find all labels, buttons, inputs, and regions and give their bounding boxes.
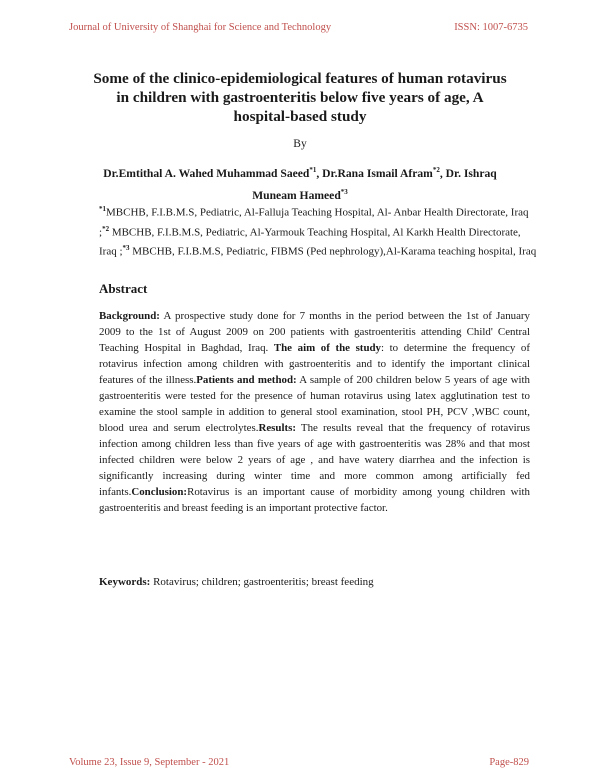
background-text: A prospective study done for 7 months in the period between the 1st of January 2009 to the 1st of August 2009 on 200 patients with gastroenteritis attending Child' Central Teaching Hospital in Baghdad, Iraq. [99, 310, 530, 354]
affiliation-3-marker: *3 [122, 244, 130, 253]
conclusion-text: Rotavirus is an important cause of morbidity among young children with gastroenteritis and breast feeding is an important protective factor. [99, 486, 530, 514]
affiliation-3: MBCHB, F.I.B.M.S, Pediatric, FIBMS (Ped nephrology),Al-Karama teaching hospital, Iraq [129, 245, 537, 258]
abstract-heading: Abstract [99, 281, 148, 296]
issn: ISSN: 1007-6735 [454, 22, 528, 33]
methods-label: Patients and method: [196, 374, 297, 386]
affiliation-1-marker: *1 [99, 205, 106, 213]
volume-info: Volume 23, Issue 9, September - 2021 [69, 757, 230, 768]
author-3-marker: *3 [340, 187, 348, 196]
affiliation-2: MBCHB, F.I.B.M.S, Pediatric, Al-Yarmouk Teaching Hospital, Al Karkh Health Directorate, Iraq ; [99, 226, 521, 258]
results-text: The results reveal that the frequency of rotavirus infection among children less than five years of age with gastroenteritis was 28% and that most infected children were below 2 years of age , and have watery diarrhea and the infection is significantly increasing during winter time and more common among artificially fed infants. [99, 422, 530, 498]
by-line: By [293, 138, 307, 150]
author-1: Dr.Emtithal A. Wahed Muhammad Saeed [103, 166, 310, 180]
keywords-text: Rotavirus; children; gastroenteritis; breast feeding [150, 576, 374, 588]
paper-title: Some of the clinico-epidemiological features of human rotavirus in children with gastroenteritis below five years of age, A hospital-based study [93, 70, 507, 125]
aim-label: The aim of the study [273, 342, 381, 354]
author-list [100, 161, 500, 205]
keywords-label: Keywords: [99, 576, 151, 588]
conclusion-label: Conclusion: [131, 486, 188, 498]
author-3: Dr. Ishraq Muneam Hameed [252, 166, 497, 202]
methods-text: A sample of 200 children below 5 years of age with gastroenteritis were tested for the presence of human rotavirus using latex agglutination test to examine the stool sample in addition to general stool examination, stool PH, PCV ,WBC count, blood urea and serum electrolytes. [99, 374, 530, 434]
page-number: Page-829 [489, 757, 529, 768]
background-label: Background: [99, 310, 160, 322]
author-2: Dr.Rana Ismail Afram [322, 166, 433, 180]
affiliations [99, 201, 539, 260]
author-separator: , [439, 166, 446, 180]
aim-text: : to determine the frequency of rotavirus infection among children with gastroenteritis and to identify the important clinical features of the illness. [99, 342, 530, 386]
journal-name: Journal of University of Shanghai for Science and Technology [69, 22, 332, 33]
author-separator: , [316, 166, 323, 180]
abstract-body [99, 308, 530, 516]
affiliation-1: MBCHB, F.I.B.M.S, Pediatric, Al-Falluja Teaching Hospital, Al- Anbar Health Directorate, Iraq ; [99, 206, 529, 239]
author-2-marker: *2 [432, 166, 440, 174]
author-1-marker: *1 [309, 166, 317, 174]
keywords [99, 576, 374, 588]
affiliation-2-marker: *2 [102, 224, 110, 233]
results-label: Results: [258, 422, 296, 434]
